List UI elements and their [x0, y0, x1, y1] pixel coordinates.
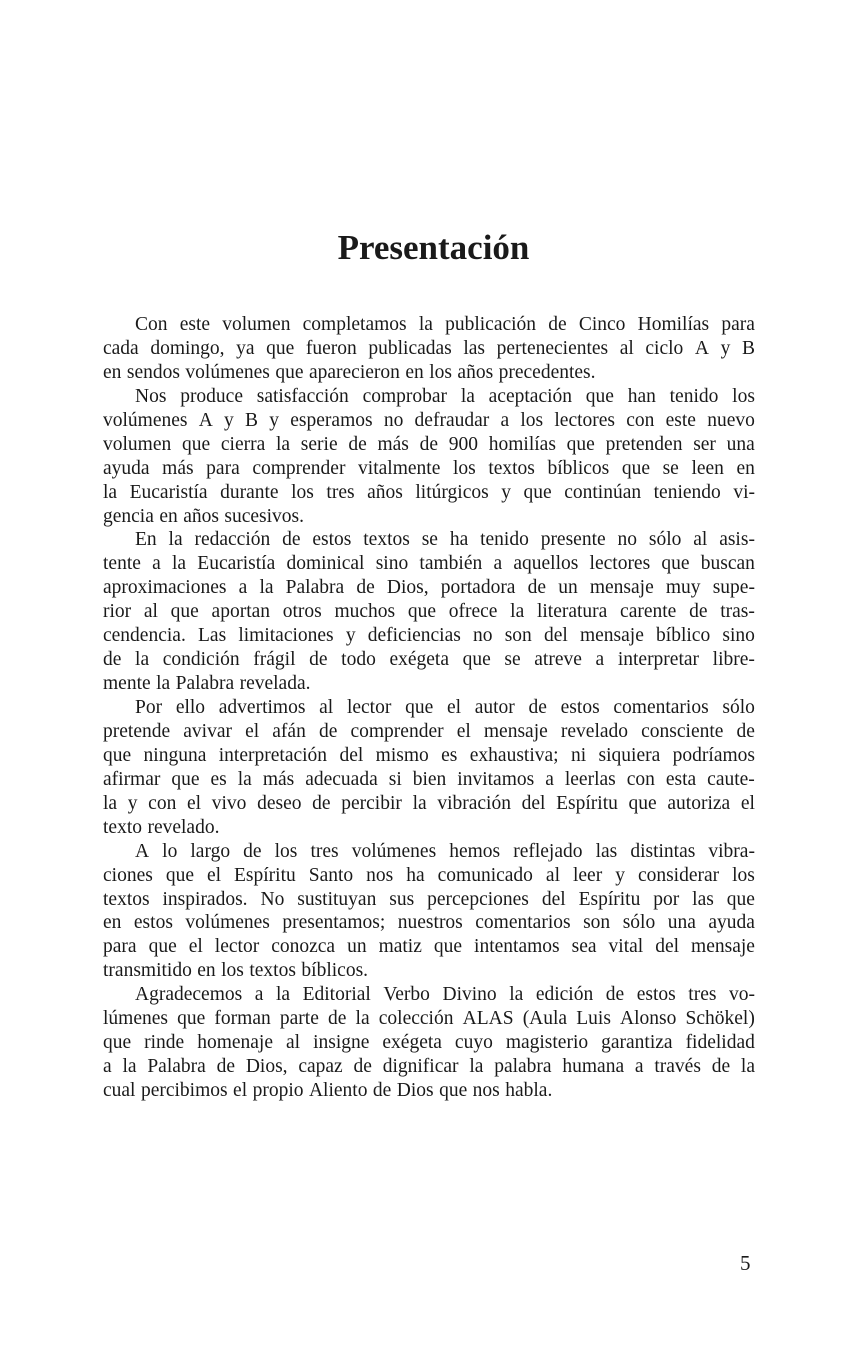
text-line: aproximaciones a la Palabra de Dios, portadora de un mensaje muy supe- [103, 577, 755, 599]
text-line: textos inspirados. No sustituyan sus percepciones del Espíritu por las que [103, 888, 755, 910]
text-line: tente a la Eucaristía dominical sino también a aquellos lectores que buscan [103, 553, 755, 575]
paragraph [103, 696, 755, 840]
text-line: rior al que aportan otros muchos que ofrece la literatura carente de tras- [103, 601, 755, 623]
paragraph [103, 385, 755, 529]
text-line: de la condición frágil de todo exégeta que se atreve a interpretar libre- [103, 649, 755, 671]
text-line: lúmenes que forman parte de la colección ALAS (Aula Luis Alonso Schökel) [103, 1008, 755, 1030]
paragraph [103, 528, 755, 696]
text-line: cada domingo, ya que fueron publicadas las pertenecientes al ciclo A y B [103, 337, 755, 359]
text-line: Agradecemos a la Editorial Verbo Divino la edición de estos tres vo- [135, 984, 755, 1006]
text-line: mente la Palabra revelada. [103, 673, 311, 695]
text-line: la Eucaristía durante los tres años litúrgicos y que continúan teniendo vi- [103, 481, 755, 503]
text-line: Con este volumen completamos la publicación de Cinco Homilías para [135, 314, 755, 335]
text-line: afirmar que es la más adecuada si bien invitamos a leerlas con esta caute- [103, 768, 755, 790]
body-text [103, 313, 755, 1103]
page-number: 5 [740, 1251, 751, 1275]
text-line: cendencia. Las limitaciones y deficiencias no son del mensaje bíblico sino [103, 625, 755, 647]
text-line: la y con el vivo deseo de percibir la vibración del Espíritu que autoriza el [103, 792, 755, 814]
text-line: En la redacción de estos textos se ha tenido presente no sólo al asis- [135, 529, 755, 551]
text-line: gencia en años sucesivos. [103, 505, 305, 527]
text-line: volumen que cierra la serie de más de 900 homilías que pretenden ser una [103, 433, 755, 455]
page-title: Presentación [337, 228, 530, 267]
paragraph [103, 313, 755, 385]
text-line: cual percibimos el propio Aliento de Dios que nos habla. [103, 1080, 553, 1101]
text-line: para que el lector conozca un matiz que intentamos sea vital del mensaje [103, 936, 755, 958]
text-line: que rinde homenaje al insigne exégeta cuyo magisterio garantiza fidelidad [103, 1032, 755, 1054]
text-line: Nos produce satisfacción comprobar la aceptación que han tenido los [135, 385, 755, 407]
text-line: en estos volúmenes presentamos; nuestros comentarios son sólo una ayuda [103, 912, 755, 934]
text-line: transmitido en los textos bíblicos. [103, 960, 369, 982]
text-line: Por ello advertimos al lector que el autor de estos comentarios sólo [135, 697, 755, 718]
text-line: A lo largo de los tres volúmenes hemos reflejado las distintas vibra- [135, 840, 755, 862]
text-line: en sendos volúmenes que aparecieron en los años precedentes. [103, 361, 596, 383]
text-line: que ninguna interpretación del mismo es exhaustiva; ni siquiera podríamos [103, 744, 755, 766]
text-line: ayuda más para comprender vitalmente los textos bíblicos que se leen en [103, 457, 755, 479]
text-line: volúmenes A y B y esperamos no defraudar a los lectores con este nuevo [103, 409, 755, 431]
paragraph [103, 840, 755, 984]
text-line: pretende avivar el afán de comprender el mensaje revelado consciente de [103, 720, 755, 742]
text-line: texto revelado. [103, 816, 220, 838]
paragraph [103, 983, 755, 1103]
text-line: ciones que el Espíritu Santo nos ha comunicado al leer y considerar los [103, 864, 755, 886]
text-line: a la Palabra de Dios, capaz de dignificar la palabra humana a través de la [103, 1056, 755, 1078]
